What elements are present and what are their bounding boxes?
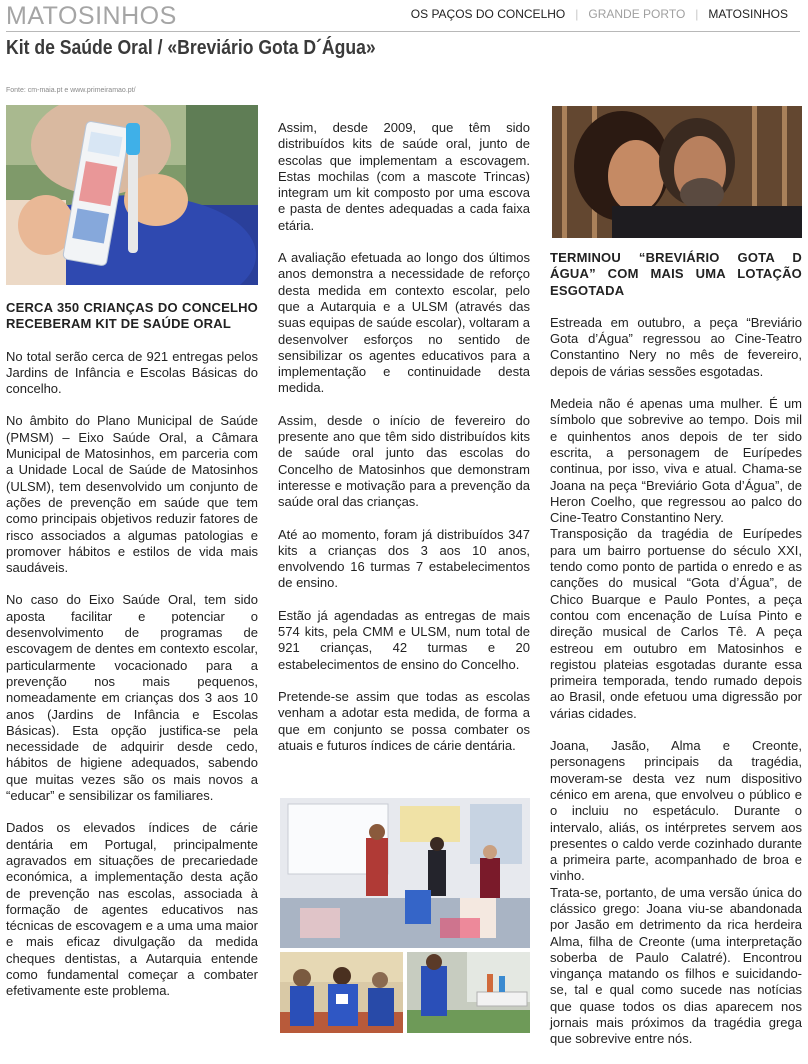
masthead-brand: MATOSINHOS [6, 2, 177, 30]
paragraph: Estreada em outubro, a peça “Breviário Gota d’Água” regressou ao Cine-Teatro Constantino Nery no mês de fevereiro, depois de várias sessões esgotadas. [550, 314, 802, 379]
article-heading-breviario: TERMINOU “BREVIÁRIO GOTA D ÁGUA” COM MAIS UMA LOTAÇÃO ESGOTADA [550, 250, 802, 298]
nav-link-pacos[interactable]: OS PAÇOS DO CONCELHO [410, 7, 566, 21]
nav-link-matosinhos[interactable]: MATOSINHOS [708, 7, 788, 21]
nav-separator: | [575, 7, 579, 21]
paragraph: Assim, desde 2009, que têm sido distribuídos kits de saúde oral, junto de escolas que implementam a escovagem. Estas mochilas (com a mascote Trincas) integram um kit composto por uma escova e pasta de dentes adequadas a cada faixa etária. [278, 120, 530, 233]
article-heading-kit: CERCA 350 CRIANÇAS DO CONCELHO RECEBERAM KIT DE SAÚDE ORAL [6, 300, 258, 332]
paragraph: Trata-se, portanto, de uma versão única do clássico grego: Joana viu-se abandonada por Jasão em detrimento da rica herdeira Alma, filha de Creonte (uma interpretação soberba de Paulo Calatré). Encontrou vingança matando os filhos e suicidando-se, tal e qual como sucede nas notícias que quase todos os dias aparecem nos jornais mais próximos da tragédia grega que sobrevive entre nós. [550, 884, 802, 1047]
paragraph: No total serão cerca de 921 entregas pelos Jardins de Infância e Escolas Básicas do concelho. [6, 348, 258, 397]
column-2 [278, 120, 530, 770]
paragraph: Assim, desde o início de fevereiro do presente ano que têm sido distribuídos kits de saúde oral junto das escolas do Concelho de Matosinhos que demonstram interesse e motivação para a prevenção da saúde oral das crianças. [278, 412, 530, 510]
column-1 [6, 300, 258, 1016]
theatre-actors-photo [552, 106, 802, 238]
classroom-photo [280, 798, 530, 948]
paragraph: Transposição da tragédia de Eurípedes para um bairro portuense do século XXI, tendo como ponto de partida o enredo e as canções do musical “Gota d’Água”, de Chico Buarque e Paulo Pontes, a peça contou com encenação de Luísa Pinto e direção musical de Carlos Tê. A peça estreou em outubro em Matosinhos e registou plateias esgotadas durante essa primeira temporada, tendo rumado depois ao Brasil, onde efetuou uma digressão por várias cidades. [550, 526, 802, 721]
paragraph: No âmbito do Plano Municipal de Saúde (PMSM) – Eixo Saúde Oral, a Câmara Municipal de Matosinhos, em parceria com a Unidade Local de Saúde de Matosinhos (ULSM), tem desenvolvido um conjunto de ações de prevenção em saúde que tem como principais objetivos reduzir fatores de risco associados a algumas patologias e promover hábitos e estilos de vida mais saudáveis. [6, 413, 258, 576]
column-3 [550, 250, 802, 1064]
paragraph: Pretende-se assim que todas as escolas venham a adotar esta medida, de forma a que em conjunto se possa combater os atuais e futuros índices de cárie dentária. [278, 688, 530, 753]
paragraph: Joana, Jasão, Alma e Creonte, personagens principais da tragédia, moveram-se desta vez num dispositivo cénico em arena, que envolveu o público e o incluiu no espetáculo. Durante o intervalo, aliás, os intérpretes servem aos presentes o caldo verde cozinhado durante a primeira parte, acompanhado de broa e vinho. [550, 738, 802, 884]
paragraph: Medeia não é apenas uma mulher. É um símbolo que sobrevive ao tempo. Dois mil e quinhentos anos depois de ter sido escrita, a personagem de Eurípedes continua, por isso, viva e atual. Chama-se Joana na peça “Breviário Gota d’Água”, de Heron Coelho, que regressou ao palco do Cine-Teatro Constantino Nery. [550, 396, 802, 526]
source-credit: Fonte: cm-maia.pt e www.primeiramao.pt/ [6, 87, 136, 94]
nav-link-grande-porto[interactable]: GRANDE PORTO [588, 7, 686, 21]
top-nav [411, 7, 788, 21]
paragraph: Até ao momento, foram já distribuídos 347 kits a crianças dos 3 aos 10 anos, envolvendo 16 turmas 7 estabelecimentos de ensino. [278, 526, 530, 591]
children-sink-photo [407, 952, 530, 1033]
children-backpacks-photo [280, 952, 403, 1033]
page-title: Kit de Saúde Oral / «Breviário Gota D´Água» [6, 37, 376, 59]
paragraph: A avaliação efetuada ao longo dos últimos anos demonstra a necessidade de reforço desta medida em contexto escolar, pelo que a Autarquia e a ULSM (através das suas equipas de saúde escolar), voltaram a desenvolver esforços no sentido de sensibilizar os agentes educativos para a implementação e continuidade desta medida. [278, 250, 530, 396]
paragraph: Estão já agendadas as entregas de mais 574 kits, pela CMM e ULSM, num total de 921 crianças, 42 turmas e 20 estabelecimentos de ensino do Concelho. [278, 607, 530, 672]
nav-separator: | [695, 7, 699, 21]
header-rule [6, 31, 800, 32]
toothpaste-kit-photo [6, 105, 258, 285]
paragraph: No caso do Eixo Saúde Oral, tem sido aposta facilitar e potenciar o desenvolvimento de programas de escovagem de dentes em contexto escolar, particularmente vocacionado para a prevenção nos mais pequenos, nomeadamente em crianças dos 3 aos 10 anos (Jardins de Infância e Escolas Básicas). Esta opção justifica-se pela necessidade de adquirir desde cedo, hábitos de higiene adequados, sabendo que muitas vezes são os mais novos a “educar” e sensibilizar os familiares. [6, 592, 258, 804]
paragraph: Dados os elevados índices de cárie dentária em Portugal, principalmente agravados em situações de precariedade económica, a implementação desta ação de prevenção nas escolas, associada à formação de agentes educativos nas técnicas de escovagem e a uma uma maior e mais eficaz divulgação da medida cheques dentistas, a Autarquia entende como fundamental começar a combater efetivamente este problema. [6, 820, 258, 999]
